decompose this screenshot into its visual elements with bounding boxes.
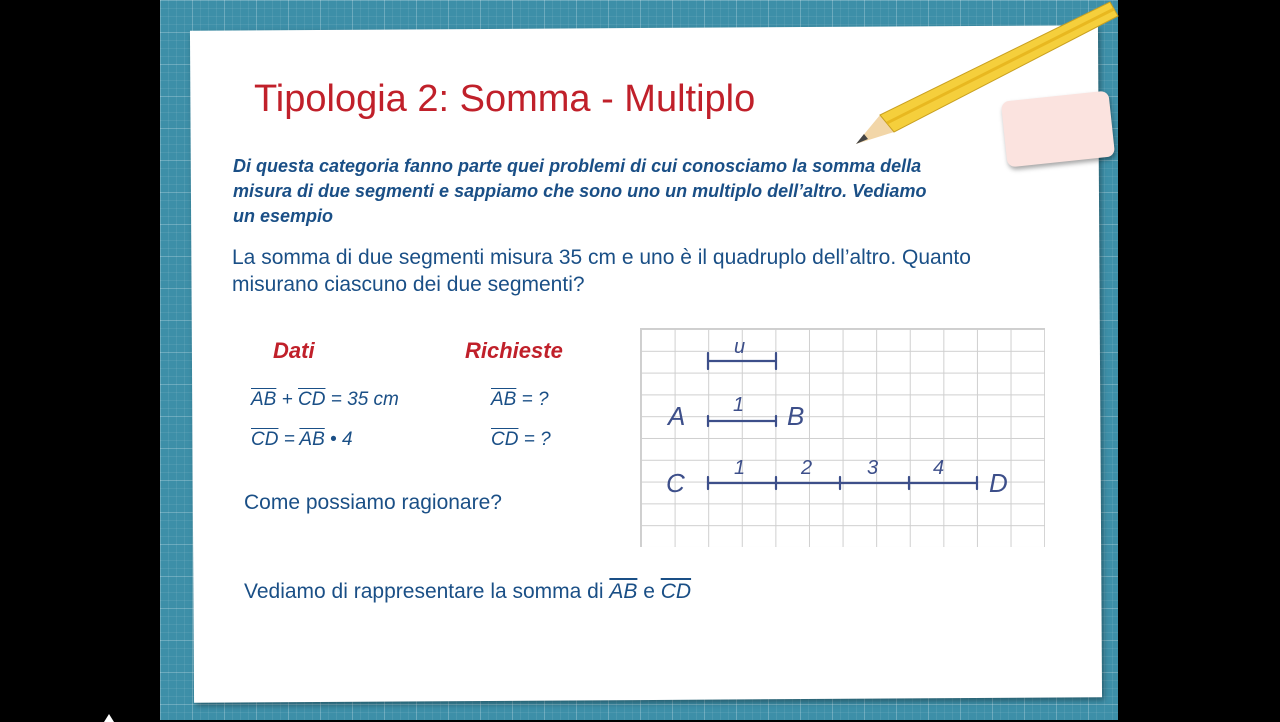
problem-statement: La somma di due segmenti misura 35 cm e uno è il quadruplo dell’altro. Quanto misurano ciascuno dei due segmenti? [232,246,971,296]
segment-cd: $\overline{CD}$ [491,429,519,450]
cd-part-label-4: 4 [933,457,945,479]
cd-part-label-2: 2 [801,457,813,479]
segment-ab: $\overline{AB}$ [609,580,638,603]
segment-ab: $\overline{AB}$ [491,389,517,410]
unit-label: u [734,336,746,358]
segment-ab: $\overline{AB}$ [251,389,277,410]
dati-heading: Dati [273,338,315,363]
reasoning-question: Come possiamo ragionare? [244,491,502,514]
eraser-icon [1001,91,1115,168]
mouse-cursor-icon [104,714,114,722]
slide-title: Tipologia 2: Somma - Multiplo [254,78,756,120]
richieste-question-2 [491,429,551,451]
dati-equation-2 [251,429,353,451]
point-d-label: D [989,468,1008,498]
operator: + [276,389,299,410]
point-a-label: A [668,401,686,431]
richieste-question-1 [491,389,549,411]
segment-diagram [640,328,1045,547]
equation-value: = 35 cm [325,389,399,410]
point-c-label: C [666,468,685,498]
ab-part-label: 1 [733,394,745,416]
question-mark: = ? [518,429,551,450]
dati-equation-1 [251,389,399,411]
equation-value: • 4 [324,429,353,450]
segment-cd: $\overline{CD}$ [298,389,326,410]
represent-text: Vediamo di rappresentare la somma di [244,580,610,603]
cd-part-label-1: 1 [734,457,746,479]
intro-text: Di questa categoria fanno parte quei problemi di cui conosciamo la somma della misura di due segmenti e sappiamo che sono uno un multiplo dell’altro. Vediamo un esempio [233,156,927,226]
question-mark: = ? [516,389,549,410]
segment-ab: $\overline{AB}$ [299,429,325,450]
segment-cd: $\overline{CD}$ [660,580,692,603]
operator: = [278,429,300,450]
represent-sentence [244,580,691,604]
richieste-heading: Richieste [465,338,563,363]
segment-cd: $\overline{CD}$ [251,429,279,450]
represent-conjunction: e [637,580,661,603]
cd-part-label-3: 3 [867,457,879,479]
point-b-label: B [787,401,805,431]
